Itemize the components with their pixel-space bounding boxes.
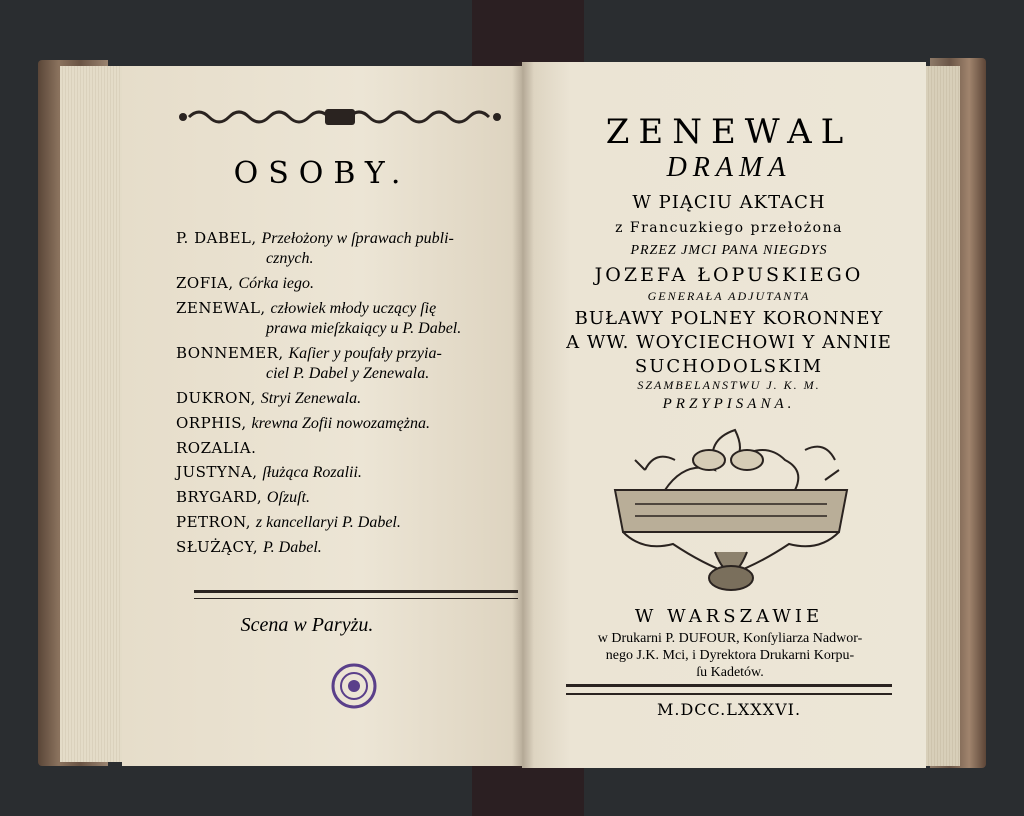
- cast-name: ZENEWAL,: [176, 299, 266, 317]
- scene-note: Scena w Paryżu.: [240, 614, 374, 636]
- cast-description: Stryi Zenewala.: [260, 390, 362, 407]
- imprint-line: nego J.K. Mci, i Dyrektora Drukarni Korpu-: [605, 648, 855, 663]
- cast-name: ZOFIA,: [176, 274, 234, 292]
- divider-rule: [194, 590, 518, 599]
- cast-name: P. DABEL,: [176, 229, 257, 247]
- cast-entry: [176, 537, 516, 558]
- cast-entry: [176, 487, 516, 508]
- cast-description: z kancellaryi P. Dabel.: [255, 514, 401, 531]
- cast-name: BRYGARD,: [176, 488, 263, 506]
- cast-description: Kaſier y poufały przyia-: [288, 345, 442, 362]
- cast-entry: [176, 512, 516, 533]
- cast-name: BONNEMER,: [176, 344, 284, 362]
- book-title: ZENEWAL: [605, 112, 853, 152]
- right-page-edges: [920, 66, 960, 766]
- cast-description-continued: cznych.: [266, 250, 314, 267]
- cast-name: PETRON,: [176, 513, 252, 531]
- cast-entry: [176, 388, 516, 409]
- title-line-chamberlains: SZAMBELANSTWU J. K. M.: [637, 378, 821, 392]
- cast-name: DUKRON,: [176, 389, 256, 407]
- page-title-osoby: OSOBY.: [233, 156, 411, 191]
- cast-entry: [176, 273, 516, 294]
- cast-description-continued: prawa mieſzkaiący u P. Dabel.: [266, 320, 462, 337]
- cast-list: [176, 228, 516, 562]
- title-line-dedication: A WW. WOYCIECHOWI Y ANNIE: [566, 332, 892, 353]
- imprint-block: [552, 630, 908, 681]
- cast-description: ſłużąca Rozalii.: [262, 464, 362, 481]
- cast-entry: [176, 438, 516, 458]
- imprint-place: W WARSZAWIE: [634, 606, 824, 627]
- cast-description: człowiek młody uczący ſię: [270, 300, 437, 317]
- book-subtitle: DRAMA: [666, 152, 792, 183]
- title-line-rank: GENERAŁA ADJUTANTA: [647, 289, 811, 303]
- cast-name: ROZALIA.: [176, 439, 257, 457]
- title-line-dedicated: PRZYPISANA.: [662, 396, 796, 412]
- cast-description: Córka iego.: [238, 275, 314, 292]
- imprint-line: ſu Kadetów.: [696, 665, 764, 680]
- ornament-headpiece: [175, 104, 505, 130]
- cast-entry: [176, 298, 516, 339]
- cast-name: JUSTYNA,: [176, 463, 258, 481]
- cast-description-continued: ciel P. Dabel y Zenewala.: [266, 365, 430, 382]
- library-stamp-icon: [330, 662, 378, 710]
- cast-entry: [176, 413, 516, 434]
- left-page-edges: [60, 66, 126, 762]
- cast-entry: [176, 462, 516, 483]
- cast-name: ORPHIS,: [176, 414, 247, 432]
- imprint-line: w Drukarni P. DUFOUR, Konſyliarza Nadwor-: [597, 631, 863, 646]
- doves-vignette-image: [605, 420, 857, 598]
- imprint-year: M.DCC.LXXXVI.: [656, 700, 802, 719]
- cast-entry: [176, 228, 516, 269]
- title-line-author: JOZEFA ŁOPUSKIEGO: [594, 264, 864, 286]
- cast-entry: [176, 343, 516, 384]
- cast-description: P. Dabel.: [262, 539, 322, 556]
- cast-description: Przełożony w ſprawach publi-: [261, 230, 454, 247]
- cast-description: krewna Zofii nowozamężna.: [251, 415, 431, 432]
- title-line-translated: z Francuzkiego przełożona: [615, 220, 843, 236]
- title-line-by: PRZEZ JMCI PANA NIEGDYS: [630, 243, 828, 258]
- cast-name: SŁUŻĄCY,: [176, 538, 259, 556]
- cast-description: Oſzuſt.: [266, 489, 311, 506]
- divider-rule-right: [566, 684, 892, 695]
- title-line-acts: W PIĄCIU AKTACH: [632, 192, 826, 213]
- title-line-army: BUŁAWY POLNEY KORONNEY: [574, 308, 884, 329]
- title-line-surname: SUCHODOLSKIM: [634, 356, 824, 377]
